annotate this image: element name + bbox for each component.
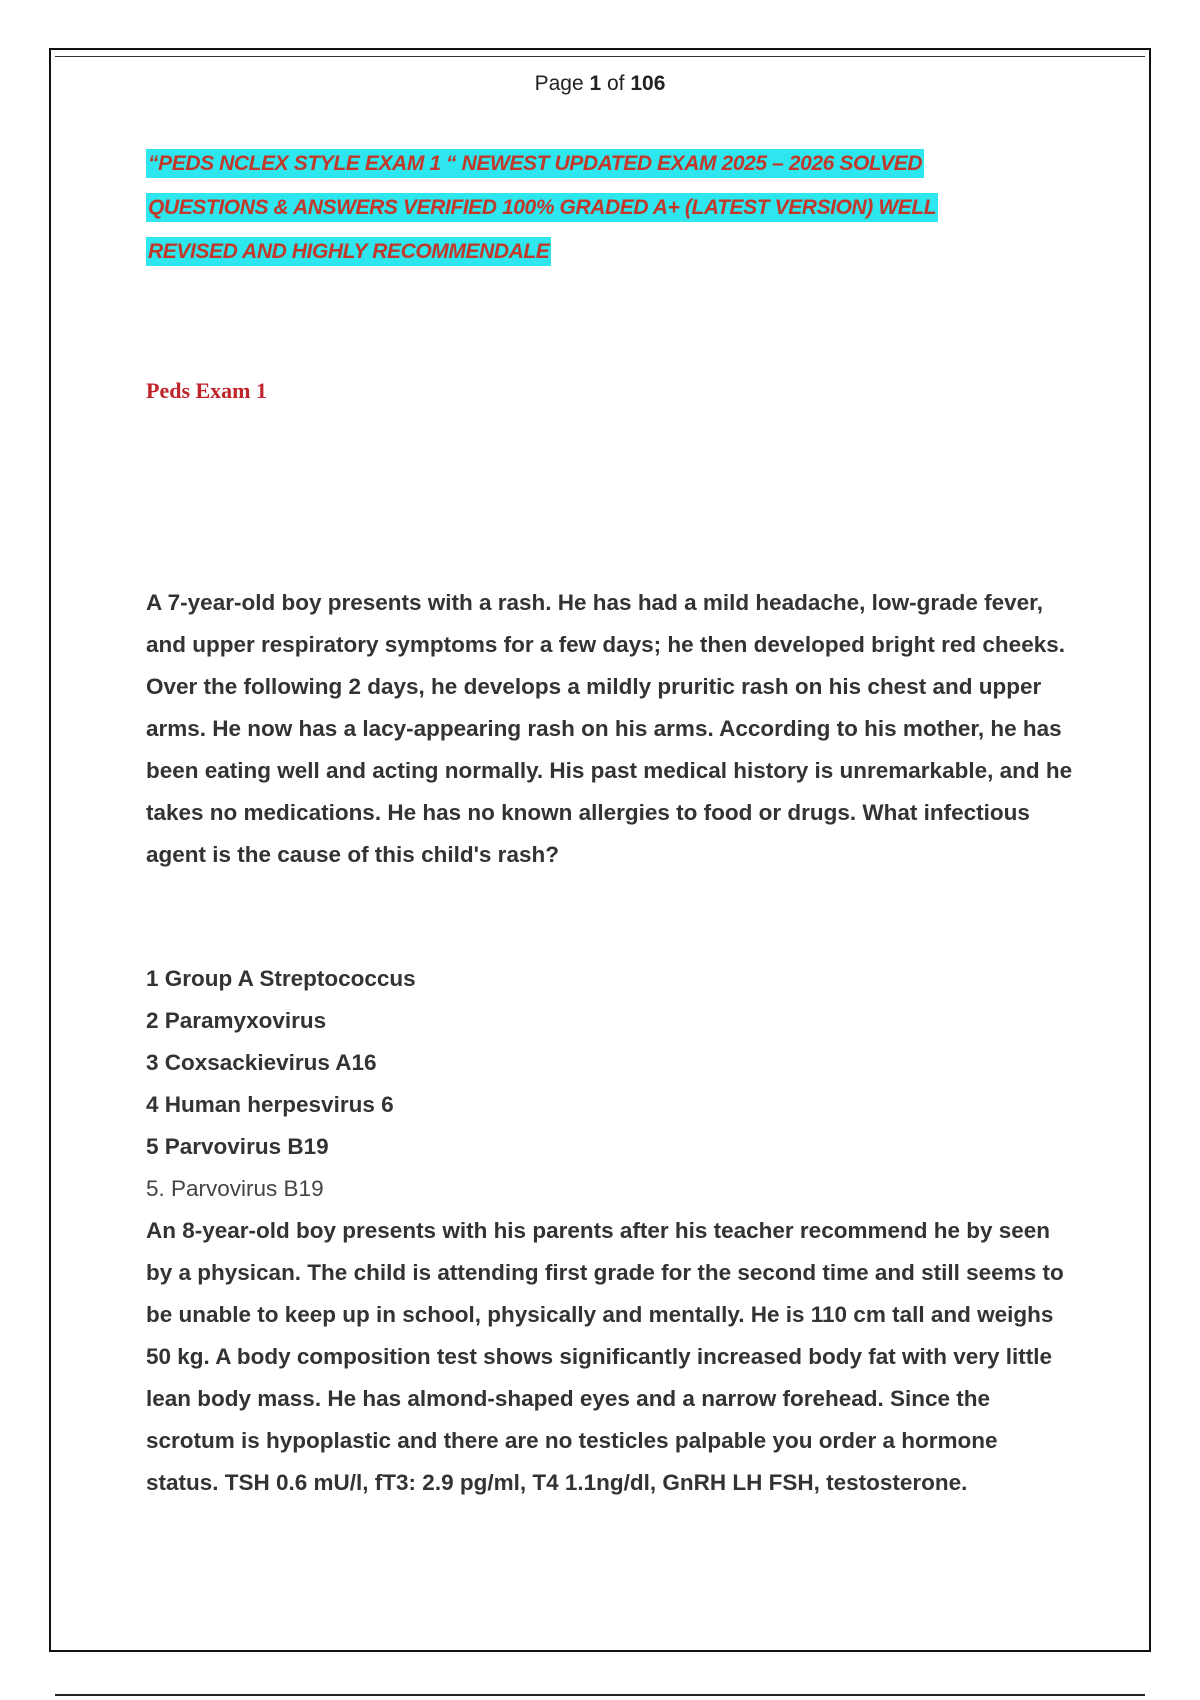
- option-3: 3 Coxsackievirus A16: [146, 1050, 377, 1075]
- question-1-text: A 7-year-old boy presents with a rash. He has had a mild headache, low-grade fever, and upper respiratory symptoms for a few days; he then developed bright red cheeks. Over the following 2 days, he develops a mildly pruritic rash on his chest and upper arms. He now has a lacy-appearing rash on his arms. According to his mother, he has been eating well and acting normally. His past medical history is unremarkable, and he takes no medications. He has no known allergies to food or drugs. What infectious agent is the cause of this child's rash?: [146, 590, 1073, 867]
- page-of: of: [607, 72, 625, 95]
- question-1-answer: 5. Parvovirus B19: [146, 1176, 324, 1201]
- option-5: 5 Parvovirus B19: [146, 1134, 329, 1159]
- page-prefix: Page: [534, 72, 584, 95]
- question-2-text: An 8-year-old boy presents with his parents after his teacher recommend he by seen by a physican. The child is attending first grade for the second time and still seems to be unable to keep up in school, physically and mentally. He is 110 cm tall and weighs 50 kg. A body composition test shows significantly increased body fat with very little lean body mass. He has almond-shaped eyes and a narrow forehead. Since the scrotum is hypoplastic and there are no testicles palpable you order a hormone status. TSH 0.6 mU/l, fT3: 2.9 pg/ml, T4 1.1ng/dl, GnRH LH FSH, testosterone.: [146, 1218, 1064, 1495]
- page-top-rule: [55, 56, 1145, 57]
- option-1: 1 Group A Streptococcus: [146, 966, 416, 991]
- banner-line-1: “PEDS NCLEX STYLE EXAM 1 “ NEWEST UPDATED EXAM 2025 – 2026 SOLVED: [146, 149, 924, 178]
- question-1-options: [146, 958, 1046, 1210]
- page-current: 1: [589, 72, 602, 95]
- page-bottom-rule: [55, 1694, 1145, 1696]
- banner-line-3: REVISED AND HIGHLY RECOMMENDALE: [146, 237, 551, 266]
- page-total: 106: [630, 72, 666, 95]
- section-title: Peds Exam 1: [146, 378, 267, 403]
- option-4: 4 Human herpesvirus 6: [146, 1092, 394, 1117]
- document-title-banner: [146, 142, 1026, 274]
- banner-line-2: QUESTIONS & ANSWERS VERIFIED 100% GRADED A+ (LATEST VERSION) WELL: [146, 193, 938, 222]
- option-2: 2 Paramyxovirus: [146, 1008, 327, 1033]
- page-number: [0, 72, 1200, 96]
